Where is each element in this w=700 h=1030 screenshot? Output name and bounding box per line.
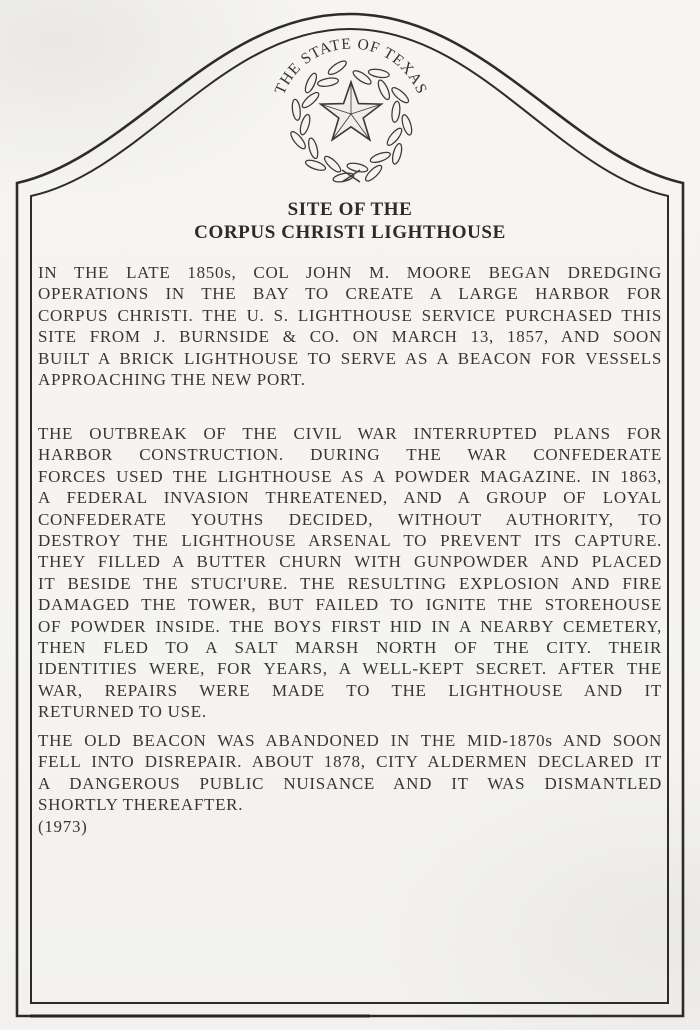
marker-year: (1973)	[38, 816, 88, 836]
seal-arc-text: THE STATE OF TEXAS	[271, 35, 431, 97]
text-line: FELL INTO DISREPAIR. ABOUT 1878, CITY ALDERMEN DECLARED IT	[38, 752, 662, 772]
marker-title	[0, 198, 700, 244]
text-line: DAMAGED THE TOWER, BUT FAILED TO IGNITE THE STOREHOUSE	[38, 595, 662, 615]
text-line: IDENTITIES WERE, FOR YEARS, A WELL-KEPT SECRET. AFTER THE	[38, 659, 662, 679]
text-line: WAR, REPAIRS WERE MADE TO THE LIGHTHOUSE AND IT	[38, 680, 662, 700]
text-line: FORCES USED THE LIGHTHOUSE AS A POWDER MAGAZINE. IN 1863,	[38, 466, 662, 486]
text-line: THE OUTBREAK OF THE CIVIL WAR INTERRUPTED PLANS FOR	[38, 424, 662, 443]
text-line: A FEDERAL INVASION THREATENED, AND A GROUP OF LOYAL	[38, 488, 662, 508]
text-line: IN THE LATE 1850s, COL JOHN M. MOORE BEGAN DREDGING	[38, 263, 662, 282]
text-line: THEN FLED TO A SALT MARSH NORTH OF THE CITY. THEIR	[38, 638, 662, 658]
state-seal	[272, 35, 431, 183]
text-line: A DANGEROUS PUBLIC NUISANCE AND IT WAS DISMANTLED	[38, 773, 662, 793]
paragraph-3	[38, 730, 662, 837]
paragraph-1	[38, 262, 662, 390]
text-line: HARBOR CONSTRUCTION. DURING THE WAR CONFEDERATE	[38, 445, 662, 465]
text-line: OF POWDER INSIDE. THE BOYS FIRST HID IN A NEARBY CEMETERY,	[38, 616, 662, 636]
text-line: APPROACHING THE NEW PORT.	[38, 370, 306, 390]
text-line: SITE FROM J. BURNSIDE & CO. ON MARCH 13, 1857, AND SOON	[38, 327, 662, 347]
text-line: CONFEDERATE YOUTHS DECIDED, WITHOUT AUTHORITY, TO	[38, 509, 662, 529]
text-line: RETURNED TO USE.	[38, 702, 207, 722]
marker-title-line1: SITE OF THE	[287, 199, 413, 220]
text-line: CORPUS CHRISTI. THE U. S. LIGHTHOUSE SERVICE PURCHASED THIS	[38, 305, 662, 325]
text-line: THEY FILLED A BUTTER CHURN WITH GUNPOWDER AND PLACED	[38, 552, 662, 572]
text-line: DESTROY THE LIGHTHOUSE ARSENAL TO PREVENT ITS CAPTURE.	[38, 531, 662, 551]
text-line: BUILT A BRICK LIGHTHOUSE TO SERVE AS A BEACON FOR VESSELS	[38, 348, 662, 368]
text-line: SHORTLY THEREAFTER.	[38, 795, 244, 815]
text-line: IT BESIDE THE STUCI'URE. THE RESULTING EXPLOSION AND FIRE	[38, 573, 662, 593]
text-line: OPERATIONS IN THE BAY TO CREATE A LARGE HARBOR FOR	[38, 284, 662, 304]
paragraph-2	[38, 423, 662, 723]
marker-title-line2: CORPUS CHRISTI LIGHTHOUSE	[194, 222, 506, 243]
text-line: THE OLD BEACON WAS ABANDONED IN THE MID-1870s AND SOON	[38, 731, 662, 750]
